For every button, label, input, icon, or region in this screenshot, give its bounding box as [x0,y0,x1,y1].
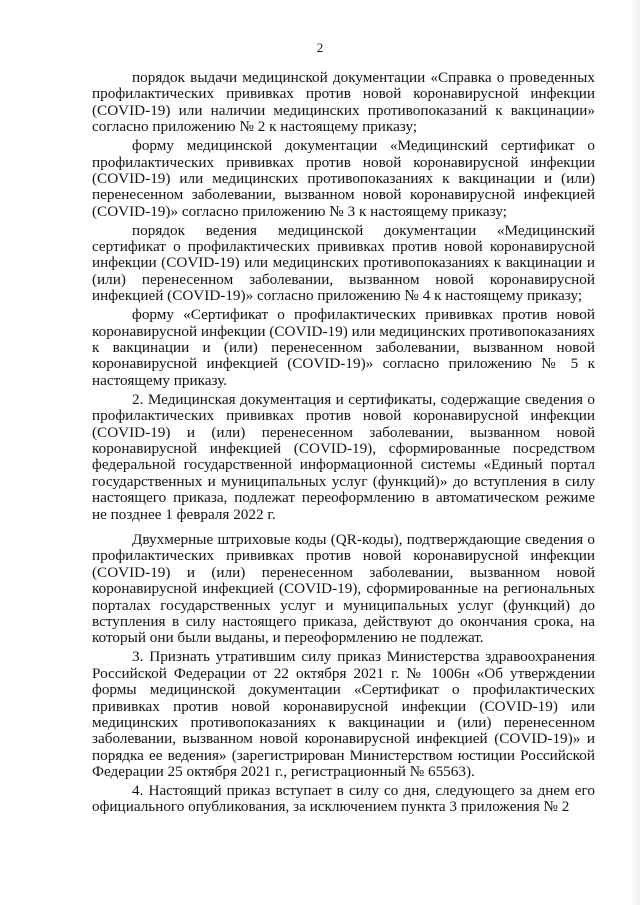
paragraph-item-2-reissue: 2. Медицинская документация и сертификаты, содержащие сведения о профилактических прививках против новой коронавирусной инфекции (COVID-19) и (или) перенесенном заболевании, вызванном новой коронавирусной инфекцией (COVID-19), сформированные посредством федеральной государственной информационной системы «Единый портал государственных и муниципальных услуг (функций)» до вступления в силу настоящего приказа, подлежат переоформлению в автоматическом режиме не позднее 1 февраля 2022 г. [92,390,595,523]
paragraph-certificate-issue-procedure: порядок выдачи медицинской документации «Справка о проведенных профилактических прививках против новой коронавирусной инфекции (COVID-19) или наличии медицинских противопоказаний к вакцинации» согласно приложению № 2 к настоящему приказу; [92,69,595,136]
paragraph-qr-codes: Двухмерные штриховые коды (QR-коды), подтверждающие сведения о профилактических прививках против новой коронавирусной инфекции (COVID-19) и (или) перенесенном заболевании, вызванном новой коронавирусной инфекцией (COVID-19), сформированные на региональных порталах государственных услуг и муниципальных услуг (функций) до вступления в силу настоящего приказа, действуют до окончания срока, на который они были выданы, и переоформлению не подлежат. [92,530,595,647]
paragraph-item-3-repeal: 3. Признать утратившим силу приказ Министерства здравоохранения Российской Федерации от 22 октября 2021 г. № 1006н «Об утверждении формы медицинской документации «Сертификат о профилактических прививках против новой коронавирусной инфекции (COVID-19) или медицинских противопоказаниях к вакцинации и (или) перенесенном заболевании, вызванном новой коронавирусной инфекцией (COVID-19)» и порядка ее ведения» (зарегистрирован Министерством юстиции Российской Федерации 25 октября 2021 г., регистрационный № 65563). [92,648,595,781]
paragraph-medical-certificate-form: форму медицинской документации «Медицинский сертификат о профилактических прививках против новой коронавирусной инфекции (COVID-19) или медицинских противопоказаниях к вакцинации и (или) перенесенном заболевании, вызванном новой коронавирусной инфекцией (COVID-19)» согласно приложению № 3 к настоящему приказу; [92,137,595,220]
paragraph-certificate-form: форму «Сертификат о профилактических прививках против новой коронавирусной инфекции (COVID-19) или медицинских противопоказаниях к вакцинации и (или) перенесенном заболевании, вызванном новой коронавирусной инфекцией (COVID-19)» согласно приложению № 5 к настоящему приказу. [92,306,595,389]
document-body [92,70,595,818]
page-edge-shadow [630,0,640,905]
paragraph-item-4-effective-date: 4. Настоящий приказ вступает в силу со дня, следующего за днем его официального опубликования, за исключением пункта 3 приложения № 2 [92,782,595,816]
page-number: 2 [316,40,324,55]
paragraph-medical-certificate-procedure: порядок ведения медицинской документации «Медицинский сертификат о профилактических прививках против новой коронавирусной инфекции (COVID-19) или медицинских противопоказаниях к вакцинации и (или) перенесенном заболевании, вызванном новой коронавирусной инфекцией (COVID-19)» согласно приложению № 4 к настоящему приказу; [92,221,595,305]
